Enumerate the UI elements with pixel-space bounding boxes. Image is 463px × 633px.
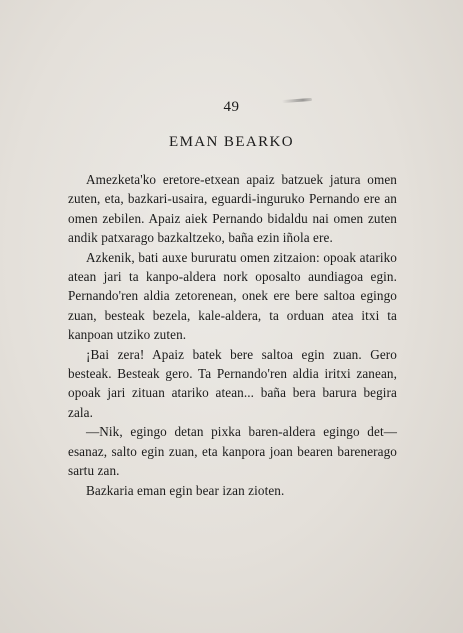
paragraph-3: ¡Bai zera! Apaiz batek bere saltoa egin zuan. Gero besteak. Besteak gero. Ta Pernando'ren aldia iritxi zanean, opoak jari zituan atariko atean... baña bera barura begira zala. <box>68 346 397 420</box>
paragraph-4: —Nik, egingo detan pixka baren-aldera egingo det—esanaz, salto egin zuan, eta kanpora joan bearen barenerago sartu zan. <box>68 424 397 479</box>
page-number: 49 <box>223 99 240 115</box>
paragraph-1: Amezketa'ko eretore-etxean apaiz batzuek jatura omen zuten, eta, bazkari-usaira, eguardi-inguruko Pernando ere an omen zebilen. Apaiz aiek Pernando bidaldu nai omen zuten andik patxarago bazkaltzeko, baña ezin iñola ere. <box>68 172 397 246</box>
body-text <box>68 170 397 500</box>
chapter-title: EMAN BEARKO <box>169 134 294 150</box>
paragraph-5: Bazkaria eman egin bear izan zioten. <box>86 482 285 498</box>
paragraph-2: Azkenik, bati auxe bururatu omen zitzaion: opoak atariko atean jari ta kanpo-aldera nork oposalto aundiagoa egin. Pernando'ren aldia zetorenean, onek ere bere saltoa egingo zuan, besteak bezela, kale-aldera, ta orduan atea itxi ta kanpoan utziko zuten. <box>68 249 397 343</box>
